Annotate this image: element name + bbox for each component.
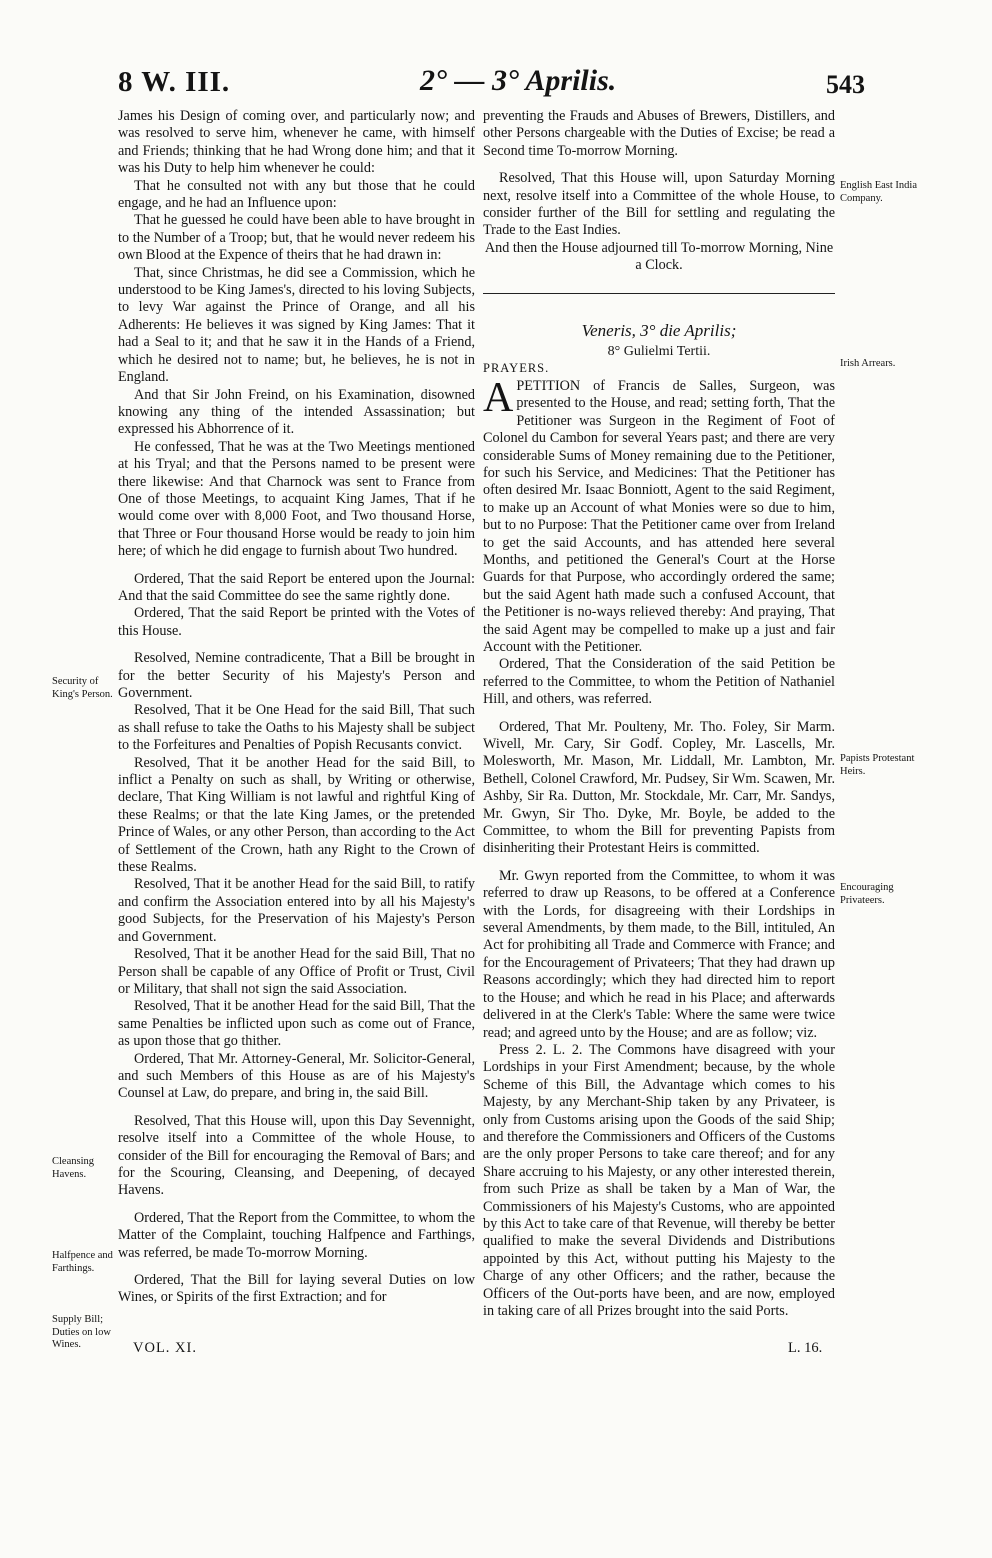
- paragraph: Ordered, That the said Report be entered upon the Journal: And that the said Committee do see the same rightly done.: [118, 570, 475, 604]
- paragraph: Resolved, That it be another Head for the said Bill, That the same Penalties be inflicted upon such as come out of France, as upon those that go thither.: [118, 998, 475, 1050]
- petition-text: PETITION of Francis de Salles, Surgeon, was presented to the House, and read; setting forth, That the Petitioner was Surgeon in the Regiment of Foot of Colonel du Cambon for several Years past; and there are very considerable Sums of Money remaining due to the Petitioner, for such his Service, and Medicines: That the Petitioner has often desired Mr. Isaac Bonniott, Agent to the said Regiment, to make up an Account of what Monies were so due to him, but to no Purpose: That the Petitioner came over from Ireland to get the said Accounts, and has attended here several Months, and petitioned the General's Court at the Horse Guards for that Purpose, who accordingly ordered the same; but the said Agent hath made such a confused Account, that the Petitioner is no-ways relieved thereby: And praying, That the said Agent may be compelled to make up a just and fair Account with the Petitioner.: [483, 377, 835, 655]
- margin-note-papists: Papists Protestant Heirs.: [840, 753, 915, 777]
- prayers-heading: PRAYERS.: [483, 361, 550, 376]
- paragraph: He confessed, That he was at the Two Meetings mentioned at his Tryal; and that the Persons named to be present were there likewise: And that Charnock was sent to France from One of those Meetings, to acquaint King James, That if he would come over with 8,000 Foot, and Two thousand Horse, that Three or Four thousand Horse would be ready to join him here; of which he did engage to furnish about Two hundred.: [118, 438, 475, 560]
- paragraph: Mr. Gwyn reported from the Committee, to whom it was referred to draw up Reasons, to be offered at a Conference with the Lords, for disagreeing with their Lordships in several Amendments, by them made, to the Bill, intituled, An Act for prohibiting all Trade and Commerce with France; and for the Encouragement of Privateers; That they had drawn up Reasons accordingly; which they had directed him to report to the House; and which he read in his Place; and afterwards delivered in at the Clerk's Table: Where the same were twice read; and agreed unto by the House; and are as follow; viz.: [483, 867, 835, 1041]
- day-heading: Veneris, 3° die Aprilis;: [581, 320, 737, 340]
- left-column: [118, 108, 475, 1307]
- adjournment: And then the House adjourned till To-morrow Morning, Nine a Clock.: [484, 239, 834, 274]
- margin-note-security: Security of King's Person.: [52, 676, 113, 700]
- paragraph: Ordered, That the Consideration of the said Petition be referred to the Committee, to whom the Petition of Nathaniel Hill, and others, was referred.: [483, 656, 835, 708]
- paragraph: That, since Christmas, he did see a Commission, which he understood to be King James's, directed to his loving Subjects, to levy War against the Prince of Orange, and all his Adherents: He believes it was signed by King James: That it had a Seal to it; and that he saw it in the Hands of a Friend, which he desired not to name; but, he believes, he is not in England.: [118, 264, 475, 386]
- paragraph: Press 2. L. 2. The Commons have disagreed with your Lordships in your First Amendment; because, by the whole Scheme of this Bill, the Advantage which comes to his Majesty, by any Merchant-Ship taken by any Privateer, is only from Customs arising upon the Goods of the said Ship; and therefore the Commissioners and Officers of the Customs are the only proper Persons to take care thereof; and for any Share accruing to his Majesty, or any other interested therein, from such Prize as shall be taken by a Man of War, the Commissioners of his Majesty's Customs, who are appointed by this Act to take care of that Revenue, will thereby be better qualified to make the several Dividends and Distributions appointed by this Act, without putting his Majesty to the Charge of any other Officers; and the rather, because the Officers of the Out-ports have been, and are now, employed in taking care of all Prizes brought into the said Ports.: [483, 1041, 835, 1319]
- header-session: 8 W. III.: [118, 66, 231, 98]
- paragraph: Resolved, That it be another Head for the said Bill, to ratify and confirm the Association entered into by all his Majesty's good Subjects, for the Preservation of his Majesty's Person and Government.: [118, 876, 475, 945]
- paragraph: Resolved, That this House will, upon Saturday Morning next, resolve itself into a Committee of the whole House, to consider further of the Bill for settling and regulating the Trade to the East Indies.: [483, 170, 835, 239]
- paragraph: Resolved, That it be another Head for the said Bill, to inflict a Penalty on such as shall, by Writing or otherwise, declare, That King William is not lawful and rightful King of these Realms; or that the late King James, or the pretended Prince of Wales, or any other Person, than according to the Act of Settlement of the Crown, hath any Right to the Crown of these Realms.: [118, 754, 475, 876]
- paragraph: Resolved, That this House will, upon this Day Sevennight, resolve itself into a Committee of the whole House, to consider of the Bill for encouraging the Removal of Bars; and for the Scouring, Cleansing, and Deepening, of decayed Havens.: [118, 1112, 475, 1199]
- paragraph: preventing the Frauds and Abuses of Brewers, Distillers, and other Persons chargeable with the Duties of Excise; be read a Second time To-morrow Morning.: [483, 108, 835, 159]
- page-number: 543: [826, 70, 865, 99]
- petition-paragraph: [483, 374, 835, 657]
- paragraph: Ordered, That the Report from the Committee, to whom the Matter of the Complaint, touching Halfpence and Farthings, was referred, be made To-morrow Morning.: [118, 1209, 475, 1261]
- margin-note-east-india: English East India Company.: [840, 180, 917, 204]
- day-subheading: 8° Gulielmi Tertii.: [607, 344, 711, 360]
- header-dates: 2° — 3° Aprilis.: [420, 64, 617, 97]
- paragraph: Ordered, That the said Report be printed with the Votes of this House.: [118, 605, 475, 639]
- drop-cap: A: [483, 374, 514, 421]
- footer-volume: VOL. XI.: [133, 1340, 197, 1356]
- paragraph: Ordered, That Mr. Poulteny, Mr. Tho. Foley, Sir Marm. Wivell, Mr. Cary, Sir Godf. Copley, Mr. Lascells, Mr. Molesworth, Mr. Mason, Mr. Liddall, Mr. Lambton, Mr. Bethell, Colonel Crawford, Mr. Pudsey, Sir Wm. Scawen, Mr. Ashby, Sir Ra. Dutton, Mr. Stockdale, Mr. Carr, Mr. Sandys, Mr. Gwyn, Sir Tho. Dyke, Mr. Boyle, be added to the Committee, to whom the Bill for preventing Papists from disinheriting their Protestant Heirs is committed.: [483, 718, 835, 857]
- paragraph: That he consulted not with any but those that he could engage, and he had an Influence upon:: [118, 177, 475, 212]
- margin-note-irish-arrears: Irish Arrears.: [840, 358, 896, 369]
- margin-note-supply: Supply Bill; Duties on low Wines.: [52, 1314, 111, 1350]
- paragraph: Resolved, That it be One Head for the said Bill, That such as shall refuse to take the Oaths to his Majesty shall be subject to the Forfeitures and Penalties of Popish Recusants convict.: [118, 702, 475, 754]
- margin-note-cleansing: Cleansing Havens.: [52, 1156, 94, 1180]
- footer-signature: L. 16.: [788, 1340, 823, 1356]
- paragraph: Ordered, That the Bill for laying several Duties on low Wines, or Spirits of the first Extraction; and for: [118, 1272, 475, 1306]
- paragraph: And that Sir John Freind, on his Examination, disowned knowing any thing of the intended Assassination; but expressed his Abhorrence of it.: [118, 386, 475, 438]
- margin-note-halfpence: Halfpence and Farthings.: [52, 1250, 113, 1274]
- paragraph: Ordered, That Mr. Attorney-General, Mr. Solicitor-General, and such Members of this House as are of his Majesty's Counsel at Law, do prepare, and bring in, the said Bill.: [118, 1050, 475, 1102]
- section-divider: [483, 293, 835, 294]
- margin-note-privateers: Encouraging Privateers.: [840, 882, 894, 906]
- paragraph: James his Design of coming over, and particularly now; and was resolved to serve him, whenever he came, with himself and Friends; thinking that he had Wrong done him; and that it was his Duty to help him whenever he could:: [118, 108, 475, 177]
- paragraph: That he guessed he could have been able to have brought in to the Number of a Troop; but, that he would never redeem his own Blood at the Expence of theirs that he had drawn in:: [118, 212, 475, 264]
- paragraph: Resolved, That it be another Head for the said Bill, That no Person shall be capable of any Office of Profit or Trust, Civil or Military, that shall not sign the said Association.: [118, 946, 475, 997]
- right-column: [483, 108, 835, 1320]
- paragraph: Resolved, Nemine contradicente, That a Bill be brought in for the better Security of his Majesty's Person and Government.: [118, 650, 475, 701]
